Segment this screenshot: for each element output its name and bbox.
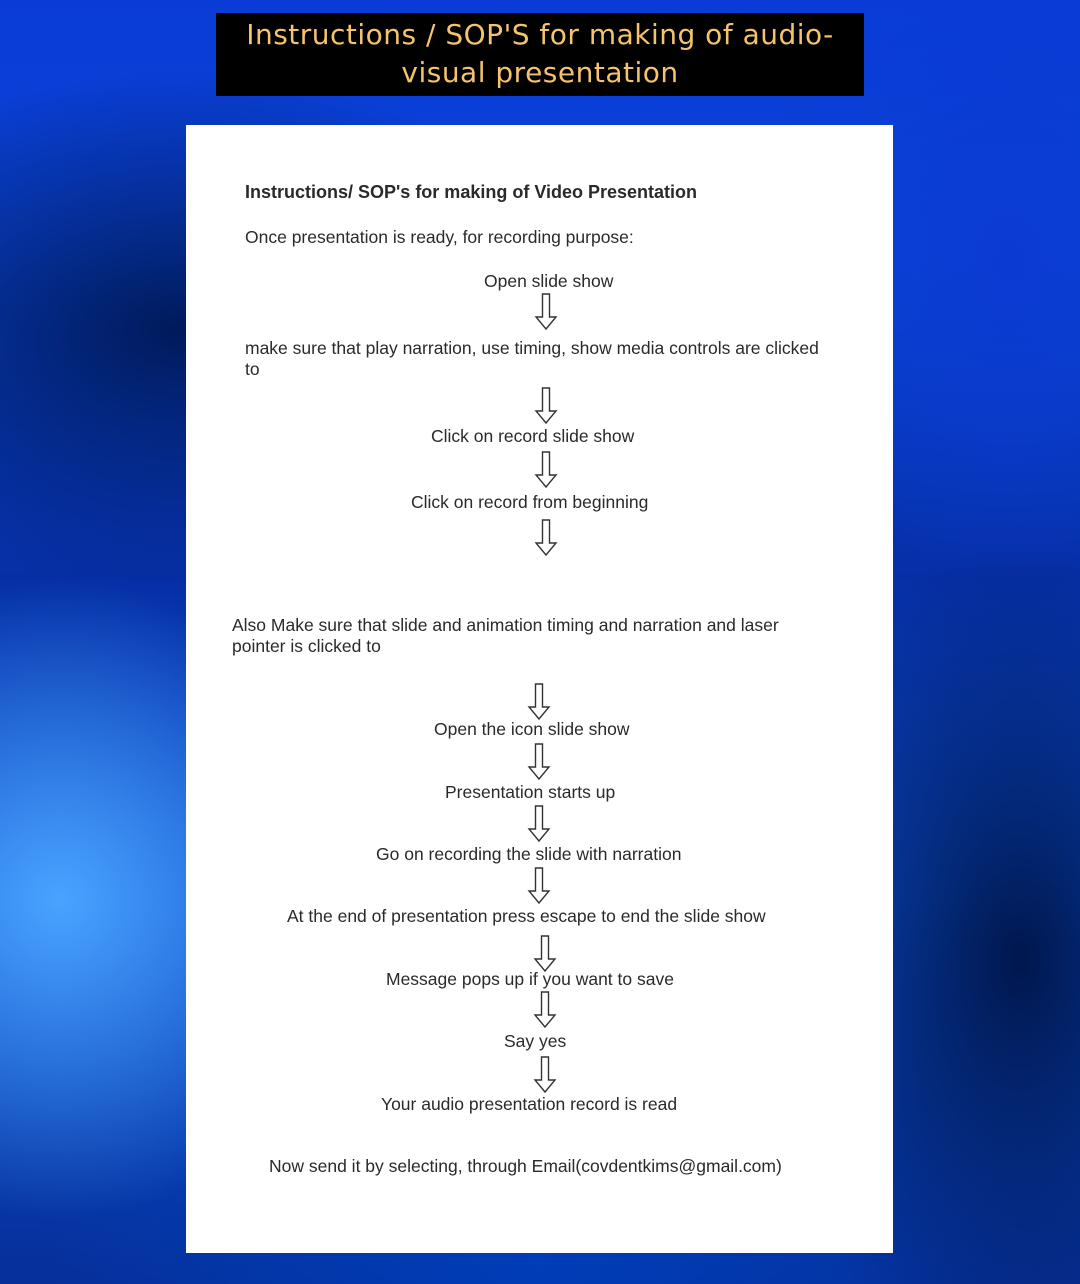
step-open-slide-show: Open slide show: [484, 271, 614, 291]
down-arrow-icon: [534, 451, 558, 489]
page-title: Instructions / SOP'S for making of audio-visual presentation: [246, 18, 834, 89]
down-arrow-icon: [533, 935, 557, 973]
down-arrow-icon: [533, 1056, 557, 1094]
step-record-ready: Your audio presentation record is read: [381, 1094, 678, 1114]
down-arrow-icon: [527, 805, 551, 843]
step-open-icon-slide-show: Open the icon slide show: [434, 719, 630, 739]
down-arrow-icon: [527, 683, 551, 721]
step-click-record-slide-show: Click on record slide show: [431, 426, 635, 446]
down-arrow-icon: [534, 519, 558, 557]
step-presentation-starts: Presentation starts up: [445, 782, 616, 802]
down-arrow-icon: [527, 867, 551, 905]
down-arrow-icon: [534, 387, 558, 425]
step-go-on-recording: Go on recording the slide with narration: [376, 844, 682, 864]
intro-text: Once presentation is ready, for recording purpose:: [245, 227, 634, 247]
page-title-banner: [216, 13, 864, 96]
step-press-escape: At the end of presentation press escape to end the slide show: [287, 906, 766, 926]
step-click-record-from-beginning: Click on record from beginning: [411, 492, 649, 512]
note-text: Also Make sure that slide and animation timing and narration and laser pointer is clicked to: [232, 615, 779, 656]
footer-send-email: Now send it by selecting, through Email(covdentkims@gmail.com): [269, 1156, 782, 1176]
step-say-yes: Say yes: [504, 1031, 567, 1051]
down-arrow-icon: [534, 293, 558, 331]
instructions-document: [186, 125, 893, 1253]
step-make-sure-narration: make sure that play narration, use timing, show media controls are clicked to: [245, 338, 819, 379]
down-arrow-icon: [533, 991, 557, 1029]
step-message-pops-up: Message pops up if you want to save: [386, 969, 674, 989]
down-arrow-icon: [527, 743, 551, 781]
document-heading: Instructions/ SOP's for making of Video Presentation: [245, 182, 698, 202]
